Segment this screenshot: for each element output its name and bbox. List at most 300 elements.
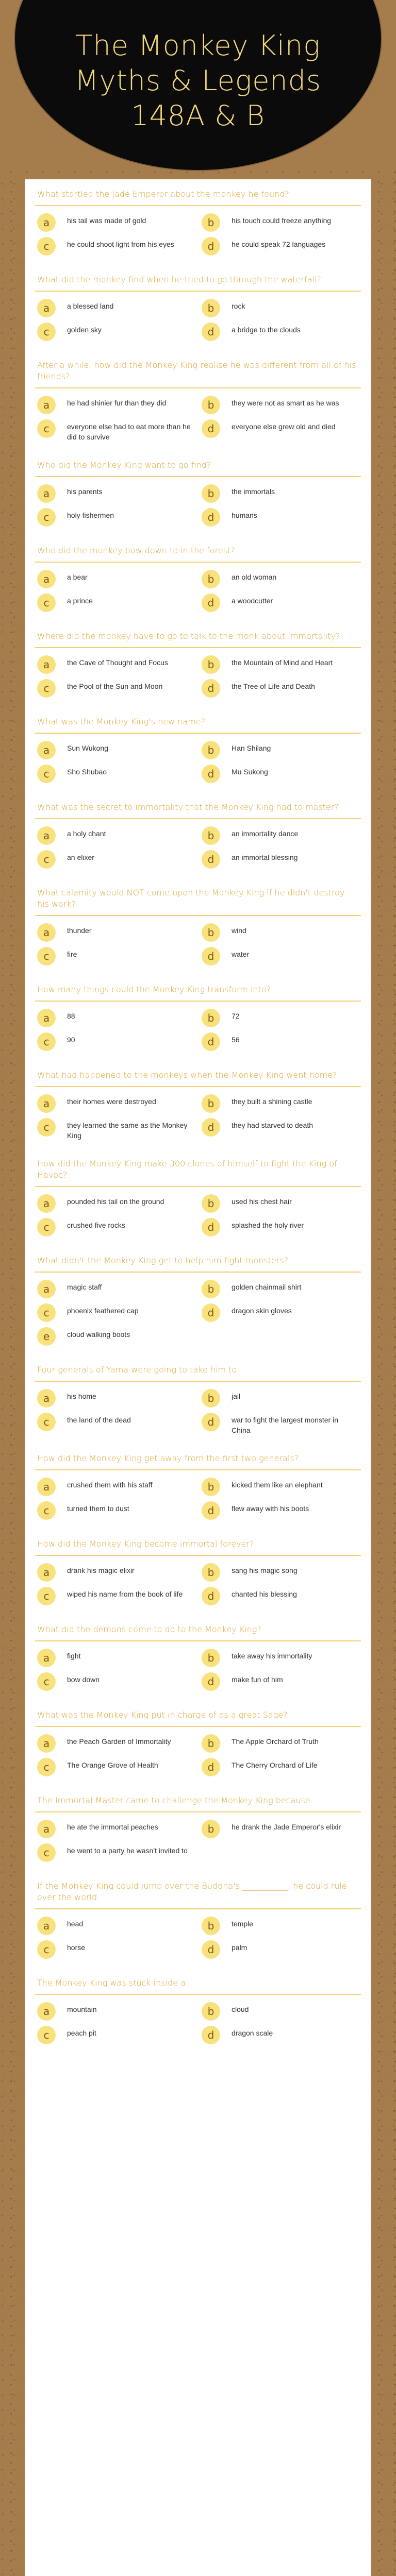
answer-option[interactable] xyxy=(202,655,359,675)
option-letter-badge: a xyxy=(37,2002,56,2021)
option-text: Han Shilang xyxy=(232,744,271,752)
answer-option[interactable] xyxy=(37,923,194,943)
answer-option[interactable] xyxy=(202,484,359,504)
answer-option[interactable] xyxy=(37,1389,194,1409)
answer-option[interactable] xyxy=(37,1649,194,1668)
option-letter-badge: a xyxy=(37,1194,56,1213)
option-text: the Mountain of Mind and Heart xyxy=(232,658,333,667)
option-text: humans xyxy=(232,511,257,519)
option-text: The Apple Orchard of Truth xyxy=(232,1737,319,1745)
option-text: cloud xyxy=(232,2005,249,2013)
question-text: What was the Monkey King put in charge of as a great Sage? xyxy=(35,1709,361,1727)
answer-option[interactable] xyxy=(202,1218,359,1238)
option-text: splashed the holy river xyxy=(232,1221,304,1229)
answer-option[interactable] xyxy=(37,655,194,675)
answer-option[interactable] xyxy=(37,1280,194,1299)
option-text: 88 xyxy=(67,1012,75,1020)
option-letter-badge: a xyxy=(37,396,56,414)
question-block xyxy=(35,1871,361,1968)
answer-options xyxy=(35,1556,361,1615)
option-text: he drank the Jade Emperor's elixir xyxy=(232,1823,341,1831)
option-text: wiped his name from the book of life xyxy=(67,1590,183,1598)
option-letter-badge: d xyxy=(202,419,220,438)
answer-option[interactable] xyxy=(37,1843,194,1863)
option-letter-badge: d xyxy=(202,1758,220,1776)
question-text: What was the Monkey King's new name? xyxy=(35,716,361,734)
option-letter-badge: b xyxy=(202,1194,220,1213)
question-text: What didn't the Monkey King get to help him fight monsters? xyxy=(35,1255,361,1273)
option-letter-badge: c xyxy=(37,1501,56,1520)
option-text: jail xyxy=(232,1392,241,1400)
answer-option[interactable] xyxy=(202,2026,359,2045)
option-text: head xyxy=(67,1920,84,1928)
answer-option[interactable] xyxy=(202,299,359,318)
question-block xyxy=(35,450,361,536)
option-text: mountain xyxy=(67,2005,97,2013)
answer-option[interactable] xyxy=(202,1280,359,1299)
option-letter-badge: d xyxy=(202,237,220,256)
answer-option[interactable] xyxy=(37,484,194,504)
answer-option[interactable] xyxy=(37,947,194,967)
question-block xyxy=(35,350,361,450)
answer-option[interactable] xyxy=(37,679,194,699)
option-text: he ate the immortal peaches xyxy=(67,1823,158,1831)
question-block xyxy=(35,1529,361,1615)
option-letter-badge: c xyxy=(37,1758,56,1776)
option-letter-badge: a xyxy=(37,826,56,845)
option-text: bow down xyxy=(67,1675,100,1684)
option-text: he had shinier fur than they did xyxy=(67,399,167,407)
option-text: dragon skin gloves xyxy=(232,1307,292,1315)
answer-option[interactable] xyxy=(37,1009,194,1028)
option-text: holy fishermen xyxy=(67,511,114,519)
option-text: the Pool of the Sun and Moon xyxy=(67,682,163,690)
option-letter-badge: b xyxy=(202,1649,220,1667)
answer-options xyxy=(35,1382,361,1444)
answer-option[interactable] xyxy=(202,594,359,613)
answer-options xyxy=(35,1995,361,2054)
option-letter-badge: a xyxy=(37,923,56,942)
answer-option[interactable] xyxy=(202,741,359,760)
option-letter-badge: a xyxy=(37,570,56,588)
option-text: he went to a party he wasn't invited to xyxy=(67,1846,188,1855)
option-letter-badge: d xyxy=(202,850,220,869)
answer-option[interactable] xyxy=(37,1218,194,1238)
option-text: chanted his blessing xyxy=(232,1590,297,1598)
question-text: Where did the monkey have to go to talk to the monk about immortality? xyxy=(35,631,361,648)
answer-option[interactable] xyxy=(37,570,194,589)
question-text: After a while, how did the Monkey King realise he was different from all of his friends? xyxy=(35,360,361,388)
option-letter-badge: c xyxy=(37,2026,56,2044)
option-text: thunder xyxy=(67,926,92,935)
option-letter-badge: b xyxy=(202,2002,220,2021)
answer-option[interactable] xyxy=(37,1478,194,1497)
answer-option[interactable] xyxy=(37,396,194,415)
option-text: wind xyxy=(232,926,246,935)
answer-option[interactable] xyxy=(202,1303,359,1323)
answer-option[interactable] xyxy=(37,1327,194,1347)
question-block xyxy=(35,1060,361,1149)
option-text: his tail was made of gold xyxy=(67,216,146,225)
answer-option[interactable] xyxy=(37,594,194,613)
question-text: Who did the Monkey King want to go find? xyxy=(35,460,361,477)
option-letter-badge: b xyxy=(202,213,220,232)
answer-option[interactable] xyxy=(202,1094,359,1114)
answer-option[interactable] xyxy=(37,237,194,257)
option-letter-badge: a xyxy=(37,1478,56,1496)
option-text: drank his magic elixir xyxy=(67,1566,135,1574)
answer-option[interactable] xyxy=(37,1194,194,1214)
option-letter-badge: d xyxy=(202,1032,220,1051)
answer-options xyxy=(35,1641,361,1700)
option-text: his parents xyxy=(67,487,103,496)
option-letter-badge: c xyxy=(37,765,56,783)
option-letter-badge: c xyxy=(37,1303,56,1322)
option-letter-badge: d xyxy=(202,2026,220,2044)
option-letter-badge: a xyxy=(37,1563,56,1582)
answer-options xyxy=(35,563,361,621)
option-letter-badge: a xyxy=(37,1734,56,1753)
answer-option[interactable] xyxy=(202,508,359,528)
option-text: the Peach Garden of Immortality xyxy=(67,1737,171,1745)
answer-option[interactable] xyxy=(202,1587,359,1606)
option-text: an elixer xyxy=(67,853,94,861)
answer-option[interactable] xyxy=(37,508,194,528)
option-text: magic staff xyxy=(67,1283,102,1291)
answer-option[interactable] xyxy=(202,213,359,233)
option-text: a prince xyxy=(67,597,93,605)
answer-option[interactable] xyxy=(37,419,194,442)
answer-option[interactable] xyxy=(202,323,359,342)
answer-option[interactable] xyxy=(37,826,194,846)
answer-options xyxy=(35,477,361,536)
option-letter-badge: c xyxy=(37,1672,56,1691)
answer-option[interactable] xyxy=(202,1734,359,1754)
option-text: peach pit xyxy=(67,2029,96,2037)
option-letter-badge: c xyxy=(37,1413,56,1431)
option-letter-badge: a xyxy=(37,655,56,674)
answer-option[interactable] xyxy=(37,2002,194,2022)
question-block xyxy=(35,1968,361,2054)
option-letter-badge: c xyxy=(37,1587,56,1605)
option-text: fire xyxy=(67,950,77,958)
option-letter-badge: a xyxy=(37,1820,56,1838)
question-text: What did the demons come to do to the Monkey King? xyxy=(35,1624,361,1641)
option-letter-badge: d xyxy=(202,508,220,527)
option-text: sang his magic song xyxy=(232,1566,298,1574)
answer-option[interactable] xyxy=(202,2002,359,2022)
question-block xyxy=(35,265,361,350)
answer-options xyxy=(35,292,361,350)
option-text: everyone else had to eat more than he did to survive xyxy=(67,422,191,441)
option-letter-badge: e xyxy=(37,1327,56,1346)
option-letter-badge: c xyxy=(37,1218,56,1236)
answer-option[interactable] xyxy=(202,765,359,784)
answer-option[interactable] xyxy=(202,570,359,589)
question-text: What startled the Jade Emperor about the monkey he found? xyxy=(35,189,361,206)
option-letter-badge: a xyxy=(37,1649,56,1667)
option-letter-badge: d xyxy=(202,1413,220,1431)
option-text: Sho Shubao xyxy=(67,768,107,776)
option-text: rock xyxy=(232,302,245,310)
answer-option[interactable] xyxy=(202,923,359,943)
question-text: How did the Monkey King become immortal forever? xyxy=(35,1538,361,1556)
answer-option[interactable] xyxy=(37,213,194,233)
answer-option[interactable] xyxy=(37,1672,194,1692)
answer-options xyxy=(35,648,361,707)
answer-option[interactable] xyxy=(202,679,359,699)
option-text: pounded his tail on the ground xyxy=(67,1197,164,1206)
option-letter-badge: b xyxy=(202,1478,220,1496)
answer-option[interactable] xyxy=(202,1649,359,1668)
option-text: phoenix feathered cap xyxy=(67,1307,139,1315)
answer-option[interactable] xyxy=(202,826,359,846)
answer-option[interactable] xyxy=(37,1303,194,1323)
answer-option[interactable] xyxy=(202,1194,359,1214)
answer-option[interactable] xyxy=(202,1389,359,1409)
option-text: an old woman xyxy=(232,573,277,581)
title-line: 148A & B xyxy=(131,99,265,132)
option-text: everyone else grew old and died xyxy=(232,422,336,431)
answer-option[interactable] xyxy=(37,323,194,342)
option-letter-badge: b xyxy=(202,1280,220,1298)
option-text: a bridge to the clouds xyxy=(232,326,301,334)
question-block xyxy=(35,536,361,621)
option-letter-badge: c xyxy=(37,323,56,341)
option-text: used his chest hair xyxy=(232,1197,292,1206)
answer-options xyxy=(35,734,361,792)
option-letter-badge: c xyxy=(37,237,56,256)
answer-option[interactable] xyxy=(202,237,359,257)
question-block xyxy=(35,1355,361,1444)
option-letter-badge: b xyxy=(202,1734,220,1753)
option-letter-badge: c xyxy=(37,850,56,869)
option-text: crushed them with his staff xyxy=(67,1481,153,1489)
question-block xyxy=(35,1246,361,1355)
answer-option[interactable] xyxy=(202,1563,359,1583)
answer-option[interactable] xyxy=(202,1501,359,1521)
question-block xyxy=(35,792,361,878)
question-block xyxy=(35,1444,361,1529)
answer-option[interactable] xyxy=(202,1478,359,1497)
option-letter-badge: a xyxy=(37,1917,56,1935)
option-text: a woodcutter xyxy=(232,597,273,605)
answer-option[interactable] xyxy=(37,1094,194,1114)
option-letter-badge: c xyxy=(37,1843,56,1862)
option-letter-badge: d xyxy=(202,1218,220,1236)
option-letter-badge: a xyxy=(37,484,56,503)
option-letter-badge: d xyxy=(202,1118,220,1137)
question-block xyxy=(35,621,361,707)
quiz-card xyxy=(25,179,371,2576)
option-letter-badge: a xyxy=(37,1280,56,1298)
option-text: they had starved to death xyxy=(232,1121,313,1129)
question-text: What did the monkey find when he tried to go through the waterfall? xyxy=(35,274,361,292)
answer-options xyxy=(35,1187,361,1246)
title-line: Myths & Legends xyxy=(74,64,322,97)
answer-option[interactable] xyxy=(202,419,359,442)
option-letter-badge: d xyxy=(202,1587,220,1605)
option-text: kicked them like an elephant xyxy=(232,1481,323,1489)
answer-option[interactable] xyxy=(37,1940,194,1960)
option-text: palm xyxy=(232,1943,248,1952)
answer-option[interactable] xyxy=(202,1820,359,1839)
option-letter-badge: c xyxy=(37,1940,56,1959)
answer-option[interactable] xyxy=(37,1917,194,1936)
option-text: he could shoot light from his eyes xyxy=(67,240,174,248)
answer-option[interactable] xyxy=(37,765,194,784)
option-letter-badge: b xyxy=(202,741,220,759)
option-text: dragon scale xyxy=(232,2029,273,2037)
page-title xyxy=(0,28,396,133)
option-text: Mu Sukong xyxy=(232,768,268,776)
option-letter-badge: d xyxy=(202,1501,220,1520)
option-text: horse xyxy=(67,1943,86,1952)
option-letter-badge: c xyxy=(37,594,56,612)
answer-option[interactable] xyxy=(202,947,359,967)
question-block xyxy=(35,1149,361,1246)
question-text: If the Monkey King could jump over the Buddha's ___________, he could rule over the world. xyxy=(35,1880,361,1909)
option-text: the Cave of Thought and Focus xyxy=(67,658,168,667)
option-text: flew away with his boots xyxy=(232,1504,309,1513)
answer-options xyxy=(35,1812,361,1871)
option-letter-badge: a xyxy=(37,741,56,759)
question-block xyxy=(35,878,361,975)
option-text: a blessed land xyxy=(67,302,114,310)
option-text: their homes were destroyed xyxy=(67,1097,156,1106)
option-text: the Tree of Life and Death xyxy=(232,682,315,690)
option-letter-badge: d xyxy=(202,594,220,612)
option-letter-badge: b xyxy=(202,570,220,588)
option-text: temple xyxy=(232,1920,254,1928)
option-text: the immortals xyxy=(232,487,275,496)
option-letter-badge: d xyxy=(202,947,220,965)
option-text: they built a shining castle xyxy=(232,1097,312,1106)
option-letter-badge: d xyxy=(202,323,220,341)
answer-options xyxy=(35,819,361,878)
question-text: The Monkey King was stuck inside a xyxy=(35,1977,361,1995)
answer-options xyxy=(35,1002,361,1060)
question-text: What was the secret to immortality that the Monkey King had to master? xyxy=(35,802,361,819)
option-letter-badge: d xyxy=(202,1940,220,1959)
question-block xyxy=(35,975,361,1060)
answer-option[interactable] xyxy=(37,1820,194,1839)
question-text: Four generals of Yama were going to take him to xyxy=(35,1364,361,1382)
option-letter-badge: a xyxy=(37,213,56,232)
option-text: 90 xyxy=(67,1036,75,1044)
option-text: 56 xyxy=(232,1036,240,1044)
answer-option[interactable] xyxy=(37,1587,194,1606)
option-letter-badge: b xyxy=(202,923,220,942)
option-text: crushed five rocks xyxy=(67,1221,125,1229)
answer-option[interactable] xyxy=(202,1413,359,1435)
option-text: a bear xyxy=(67,573,88,581)
answer-options xyxy=(35,1087,361,1149)
answer-option[interactable] xyxy=(37,1758,194,1777)
answer-option[interactable] xyxy=(202,396,359,415)
option-text: 72 xyxy=(232,1012,240,1020)
question-block xyxy=(35,1700,361,1786)
option-text: his home xyxy=(67,1392,96,1400)
answer-option[interactable] xyxy=(37,1563,194,1583)
option-text: they were not as smart as he was xyxy=(232,399,339,407)
answer-options xyxy=(35,916,361,975)
question-block xyxy=(35,1786,361,1871)
option-letter-badge: b xyxy=(202,1820,220,1838)
option-text: he could speak 72 languages xyxy=(232,240,326,248)
title-line: The Monkey King xyxy=(75,29,321,62)
option-letter-badge: c xyxy=(37,1118,56,1137)
answer-option[interactable] xyxy=(37,1501,194,1521)
option-letter-badge: b xyxy=(202,396,220,414)
option-letter-badge: c xyxy=(37,1032,56,1051)
answer-option[interactable] xyxy=(202,1032,359,1052)
option-text: The Cherry Orchard of Life xyxy=(232,1761,318,1769)
option-letter-badge: d xyxy=(202,679,220,698)
option-letter-badge: c xyxy=(37,419,56,438)
option-text: his touch could freeze anything xyxy=(232,216,332,225)
question-text: How many things could the Monkey King transform into? xyxy=(35,984,361,1002)
answer-option[interactable] xyxy=(202,1758,359,1777)
answer-option[interactable] xyxy=(37,1734,194,1754)
option-letter-badge: b xyxy=(202,826,220,845)
option-text: golden sky xyxy=(67,326,102,334)
answer-options xyxy=(35,388,361,450)
question-block xyxy=(35,1615,361,1700)
option-letter-badge: d xyxy=(202,1672,220,1691)
option-text: water xyxy=(232,950,250,958)
answer-options xyxy=(35,1470,361,1529)
option-text: war to fight the largest monster in China xyxy=(232,1416,338,1434)
option-text: turned them to dust xyxy=(67,1504,129,1513)
answer-options xyxy=(35,206,361,265)
option-letter-badge: b xyxy=(202,1389,220,1408)
answer-options xyxy=(35,1909,361,1968)
option-text: Sun Wukong xyxy=(67,744,108,752)
option-letter-badge: b xyxy=(202,1009,220,1027)
answer-option[interactable] xyxy=(37,741,194,760)
option-letter-badge: d xyxy=(202,765,220,783)
option-letter-badge: c xyxy=(37,508,56,527)
answer-option[interactable] xyxy=(202,1009,359,1028)
answer-option[interactable] xyxy=(37,1118,194,1141)
option-letter-badge: a xyxy=(37,1389,56,1408)
answer-option[interactable] xyxy=(202,1118,359,1141)
option-letter-badge: c xyxy=(37,947,56,965)
option-letter-badge: a xyxy=(37,1094,56,1113)
answer-option[interactable] xyxy=(37,1032,194,1052)
answer-option[interactable] xyxy=(37,2026,194,2045)
answer-option[interactable] xyxy=(202,1917,359,1936)
answer-option[interactable] xyxy=(37,1413,194,1435)
answer-option[interactable] xyxy=(202,1940,359,1960)
answer-option[interactable] xyxy=(37,299,194,318)
option-text: cloud walking boots xyxy=(67,1330,130,1338)
option-letter-badge: a xyxy=(37,1009,56,1027)
answer-option[interactable] xyxy=(202,850,359,870)
answer-option[interactable] xyxy=(37,850,194,870)
header xyxy=(0,0,396,170)
option-text: make fun of him xyxy=(232,1675,283,1684)
option-letter-badge: b xyxy=(202,1917,220,1935)
question-block xyxy=(35,179,361,265)
option-text: the land of the dead xyxy=(67,1416,131,1424)
option-letter-badge: b xyxy=(202,655,220,674)
option-letter-badge: d xyxy=(202,1303,220,1322)
question-text: What had happened to the monkeys when the Monkey King went home? xyxy=(35,1070,361,1087)
option-letter-badge: b xyxy=(202,484,220,503)
answer-option[interactable] xyxy=(202,1672,359,1692)
